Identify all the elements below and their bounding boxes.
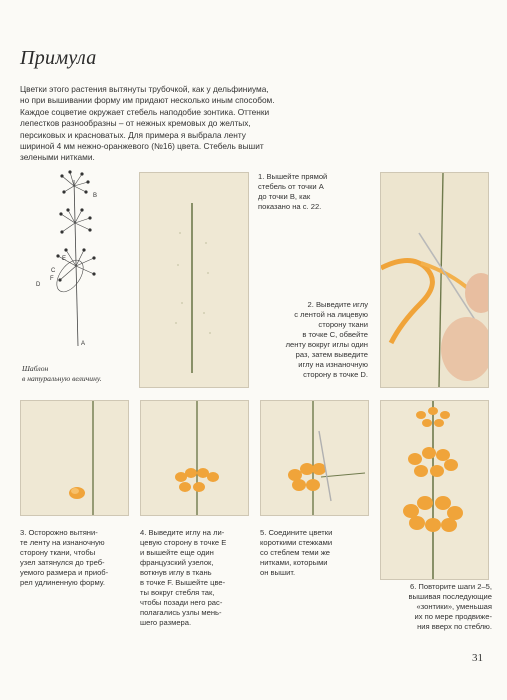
photo-step-5 (260, 400, 369, 516)
step-1-text (258, 172, 368, 212)
step-line: сторону ткани, чтобы (20, 548, 96, 557)
intro-line: Каждое соцветие окружает стебель наподобие зонтика. Оттенки (20, 106, 270, 117)
step-line: рел удлиненную форму. (20, 578, 105, 587)
step-line: нитками, которыми (260, 558, 328, 567)
step-line: полагались узлы мень- (140, 608, 222, 617)
intro-line: но при вышивании форму им придают несколько иным способом. (20, 95, 275, 106)
step-line: раз, затем выведите (295, 350, 368, 359)
label-e: E (62, 256, 67, 262)
step-line: сторону ткани (318, 320, 368, 329)
step-line: «зонтики», уменьшая (416, 602, 492, 611)
template-caption (22, 364, 132, 384)
step-4-text (140, 528, 252, 628)
step-line: с лентой на лицевую (294, 310, 368, 319)
step-line: сторону в точке D. (303, 370, 368, 379)
step-line: ты вокруг стебля так, (140, 588, 215, 597)
step-line: уемого размера и приоб- (20, 568, 109, 577)
caption-line: Шаблон (22, 364, 49, 373)
step-line: чтобы позади него рас- (140, 598, 223, 607)
step-line: цевую сторону в точке Е (140, 538, 227, 547)
page-number: 31 (472, 652, 483, 664)
step-line: в точке F. Вышейте цве- (140, 578, 226, 587)
step-line: их по мере продвиже- (414, 612, 492, 621)
template-diagram (22, 168, 132, 358)
step-line: 4. Выведите иглу на ли- (140, 528, 225, 537)
photo-step-1 (139, 172, 249, 388)
step-5-text (260, 528, 370, 578)
intro-line: лепестков разнообразны – от нежных кремовых до желтых, (20, 118, 251, 129)
caption-line: в натуральную величину. (22, 374, 102, 383)
step-6-text (380, 582, 492, 632)
photo-step-3 (20, 400, 129, 516)
photo-step-4 (140, 400, 249, 516)
step-line: до точки В, как (258, 192, 311, 201)
intro-line: персиковых и красноватых. Для примера я выбрала ленту (20, 129, 246, 140)
step-line: и вышейте еще один (140, 548, 214, 557)
step-line: в точке С, обвейте (302, 330, 368, 339)
step-line: короткими стежками (260, 538, 333, 547)
photo-step-2 (380, 172, 489, 388)
step-line: 5. Соедините цветки (260, 528, 333, 537)
step-line: 1. Вышейте прямой (258, 172, 328, 181)
step-line: 6. Повторите шаги 2–5, (409, 582, 492, 591)
label-f: F (50, 276, 54, 282)
step-line: стебель от точки А (258, 182, 324, 191)
step-line: те ленту на изнаночную (20, 538, 105, 547)
label-d: D (36, 282, 41, 288)
intro-line: зелеными нитками. (20, 152, 95, 163)
step-line: 3. Осторожно вытяни- (20, 528, 98, 537)
step-line: 2. Выведите иглу (307, 300, 368, 309)
step-line: воткнув иглу в ткань (140, 568, 212, 577)
step-3-text (20, 528, 132, 588)
step-line: иглу на изнаночную (298, 360, 368, 369)
step-line: шего размера. (140, 618, 192, 627)
intro-text (20, 84, 320, 164)
step-line: показано на с. 22. (258, 202, 322, 211)
photo-step-6 (380, 400, 489, 580)
step-line: ленту вокруг иглы один (285, 340, 368, 349)
step-line: вышивая последующие (408, 592, 492, 601)
intro-line: Цветки этого растения вытянуты трубочкой, как у дельфиниума, (20, 84, 269, 94)
step-line: ния вверх по стеблю. (417, 622, 492, 631)
step-line: узел затянулся до треб- (20, 558, 105, 567)
step-line: со стеблем теми же (260, 548, 331, 557)
intro-line: шириной 4 мм нежно-оранжевого (№16) цвета. Стебель вышит (20, 141, 264, 152)
step-line: французский узелок, (140, 558, 214, 567)
label-c: C (51, 268, 56, 274)
step-line: он вышит. (260, 568, 296, 577)
page-title: Примула (20, 47, 97, 69)
label-a: A (81, 341, 86, 347)
label-b: B (93, 193, 98, 199)
step-2-text (258, 300, 368, 380)
